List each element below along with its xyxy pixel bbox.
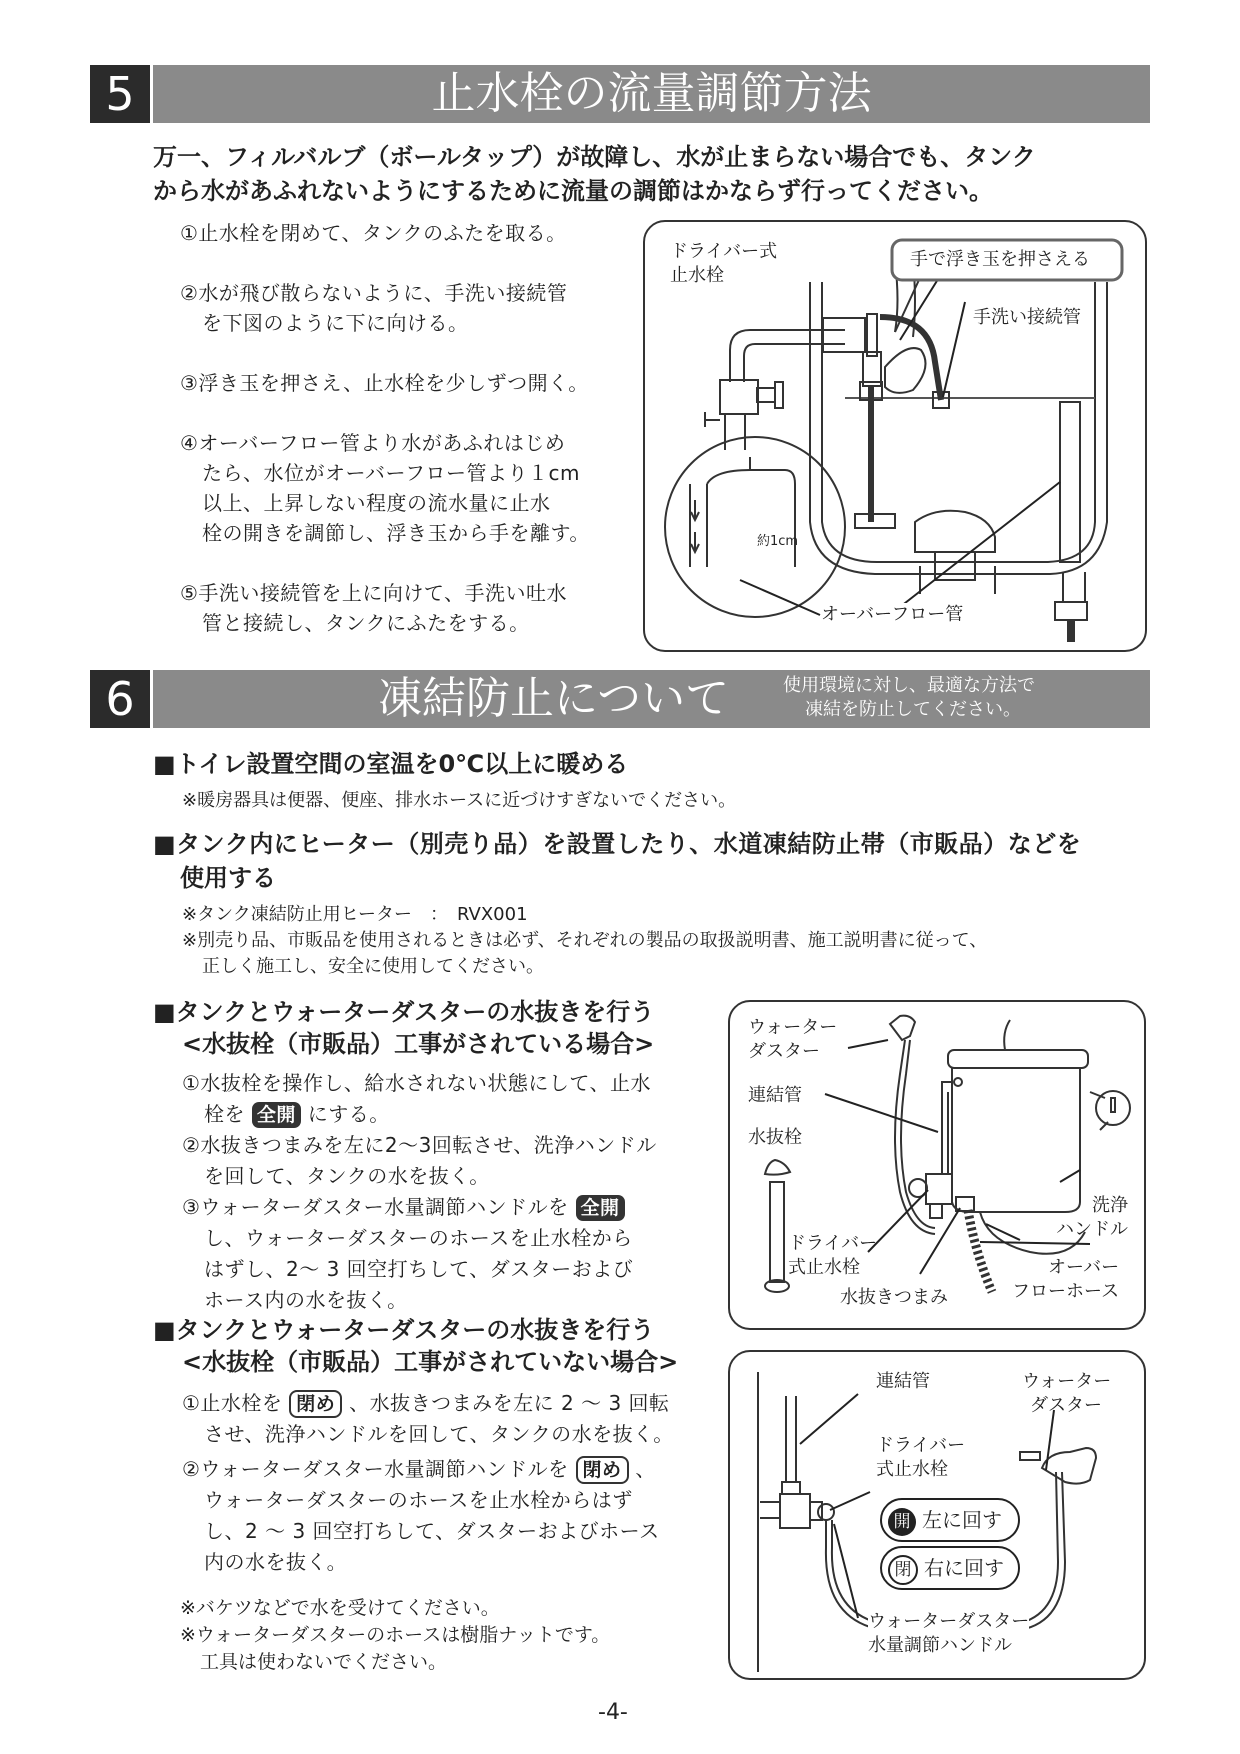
drain-b-line-4: ウォーターダスターのホースを止水栓からはず [204, 1488, 633, 1512]
note-end-2: ※ウォーターダスターのホースは樹脂ナットです。 [180, 1624, 611, 1646]
label-connecting-pipe-a: 連結管 [748, 1085, 802, 1106]
step-4-line-3: 以上、上昇しない程度の流水量に止水 [202, 491, 551, 515]
section-5-lead-line-1: 万一、フィルバルブ（ボールタップ）が故障し、水が止まらない場合でも、タンク [153, 143, 1036, 171]
drain-a-line-8: ホース内の水を抜く。 [204, 1288, 408, 1312]
drain-b-line-3 [182, 1454, 712, 1485]
section-6-bar [153, 670, 1150, 728]
drain-b-line-3-text-b: 、 [635, 1457, 656, 1481]
step-4-line-4: 栓の開きを調節し、浮き玉から手を離す。 [202, 521, 590, 545]
drain-b-line-1 [182, 1388, 712, 1419]
drain-a-line-2 [182, 1099, 712, 1130]
label-driver-valve-a-2: 式止水栓 [788, 1257, 860, 1278]
drain-a-line-6: し、ウォーターダスターのホースを止水栓から [204, 1226, 633, 1250]
step-4 [180, 428, 630, 548]
label-hand-pipe: 手洗い接続管 [973, 307, 1081, 328]
note-heater-1: ※タンク凍結防止用ヒーター ： RVX001 [182, 904, 528, 925]
step-4-line-1: ④オーバーフロー管より水があふれはじめ [180, 431, 566, 455]
drain-a-line-4: を回して、タンクの水を抜く。 [204, 1164, 490, 1188]
label-overflow-pipe: オーバーフロー管 [821, 604, 964, 625]
tank-figure-box [643, 220, 1147, 652]
note-end-3: 工具は使わないでください。 [200, 1651, 448, 1673]
open-disc-icon: 開 [888, 1508, 916, 1536]
close-right-pill [880, 1546, 1020, 1590]
label-connecting-pipe-b: 連結管 [876, 1371, 930, 1392]
label-driver-valve-1: ドライバー式 [670, 241, 778, 262]
heading-heater-1: ■タンク内にヒーター（別売り品）を設置したり、水道凍結防止帯（市販品）などを [153, 830, 1082, 858]
open-left-pill [880, 1498, 1020, 1542]
step-5-line-1: ⑤手洗い接続管を上に向けて、手洗い吐水 [180, 581, 568, 605]
label-driver-valve-b-1: ドライバー [876, 1435, 966, 1456]
step-2-line-1: ②水が飛び散らないように、手洗い接続管 [180, 281, 568, 305]
drain-a-line-5 [182, 1192, 712, 1223]
label-flush-handle-2: ハンドル [1056, 1219, 1128, 1240]
label-overflow-hose-2: フローホース [1012, 1281, 1120, 1302]
step-1-line-1: ①止水栓を閉めて、タンクのふたを取る。 [180, 221, 567, 245]
label-driver-valve-2: 止水栓 [670, 265, 724, 286]
badge-full-open: 全開 [252, 1102, 301, 1128]
drain-a-line-5-text: ③ウォーターダスター水量調節ハンドルを [182, 1195, 569, 1219]
label-overflow-hose-1: オーバー [1048, 1257, 1120, 1278]
badge-close-2: 閉め [576, 1456, 629, 1484]
step-5 [180, 578, 630, 638]
label-driver-valve-a-1: ドライバー [788, 1233, 878, 1254]
label-duster-a-2: ダスター [748, 1041, 820, 1062]
heading-drain-b-2: <水抜栓（市販品）工事がされていない場合> [182, 1348, 679, 1376]
section-5-number: 5 [90, 65, 150, 123]
note-room-temp: ※暖房器具は便器、便座、排水ホースに近づけすぎないでください。 [182, 790, 737, 811]
drain-a-figure-box [728, 1000, 1146, 1330]
drain-b-line-1-text: ①止水栓を [182, 1391, 283, 1415]
heading-drain-b-1: ■タンクとウォーターダスターの水抜きを行う [153, 1316, 655, 1344]
label-approx-1cm: 約1cm [757, 534, 799, 549]
label-duster-b-1: ウォーター [1022, 1371, 1112, 1392]
label-press-float: 手で浮き玉を押さえる [910, 249, 1090, 270]
step-5-line-2: 管と接続し、タンクにふたをする。 [202, 611, 530, 635]
badge-full-open-2: 全開 [576, 1195, 625, 1221]
heading-drain-a-2: <水抜栓（市販品）工事がされている場合> [182, 1030, 655, 1058]
label-drain-valve: 水抜栓 [748, 1127, 802, 1148]
section-5-lead-line-2: から水があふれないようにするために流量の調節はかならず行ってください。 [153, 177, 993, 205]
drain-b-line-2: させ、洗浄ハンドルを回して、タンクの水を抜く。 [204, 1422, 674, 1446]
page-number: -4- [598, 1700, 628, 1725]
section-6-title: 凍結防止について [378, 673, 730, 724]
step-2-line-2: を下図のように下に向ける。 [202, 311, 469, 335]
drain-a-line-2-text: 栓を [204, 1102, 245, 1126]
step-3 [180, 368, 630, 398]
step-2 [180, 278, 630, 338]
label-drain-knob: 水抜きつまみ [840, 1287, 948, 1308]
drain-b-line-3-text: ②ウォーターダスター水量調節ハンドルを [182, 1457, 569, 1481]
step-4-line-2: たら、水位がオーバーフロー管より１cm [202, 461, 580, 485]
label-flush-handle-1: 洗浄 [1092, 1195, 1128, 1216]
drain-b-line-6: 内の水を抜く。 [204, 1550, 348, 1574]
heading-room-temp: ■トイレ設置空間の室温を0℃以上に暖める [153, 750, 629, 778]
section-5-steps [180, 218, 630, 638]
drain-a-line-2-text-b: にする。 [307, 1102, 390, 1126]
close-disc-icon: 閉 [888, 1555, 918, 1585]
label-duster-b-2: ダスター [1030, 1395, 1102, 1416]
section-5-title: 止水栓の流量調節方法 [153, 65, 1150, 123]
drain-b-line-1-text-b: 、水抜きつまみを左に 2 ～ 3 回転 [349, 1391, 670, 1415]
heading-heater-2: 使用する [180, 864, 276, 892]
drain-b-line-5: し、2 ～ 3 回空打ちして、ダスターおよびホース [204, 1519, 660, 1543]
drain-a-line-1: ①水抜栓を操作し、給水されない状態にして、止水 [182, 1071, 652, 1095]
drain-a-line-7: はずし、2～ 3 回空打ちして、ダスターおよび [204, 1257, 634, 1281]
badge-close: 閉め [289, 1390, 342, 1418]
note-heater-3: 正しく施工し、安全に使用してください。 [202, 956, 544, 977]
heading-drain-a-1: ■タンクとウォーターダスターの水抜きを行う [153, 998, 655, 1026]
close-right-text: 右に回す [924, 1556, 1004, 1580]
step-3-line-1: ③浮き玉を押さえ、止水栓を少しずつ開く。 [180, 371, 589, 395]
label-duster-handle-2: 水量調節ハンドル [868, 1635, 1012, 1656]
drain-a-steps [182, 1068, 712, 1316]
note-heater-2: ※別売り品、市販品を使用されるときは必ず、それぞれの製品の取扱説明書、施工説明書に従って、 [182, 930, 988, 951]
drain-a-line-3: ②水抜きつまみを左に2～3回転させ、洗浄ハンドル [182, 1133, 657, 1157]
step-1 [180, 218, 630, 248]
section-6-side-note-1: 使用環境に対し、最適な方法で [783, 675, 1035, 696]
label-duster-a-1: ウォーター [748, 1017, 838, 1038]
note-end-1: ※バケツなどで水を受けてください。 [180, 1597, 500, 1619]
label-driver-valve-b-2: 式止水栓 [876, 1459, 948, 1480]
drain-b-figure-box [728, 1350, 1146, 1680]
drain-b-steps [182, 1388, 712, 1578]
label-duster-handle-1: ウォーターダスター [868, 1611, 1030, 1632]
section-6-side-note-2: 凍結を防止してください。 [805, 699, 1021, 720]
section-6-number: 6 [90, 670, 150, 728]
open-left-text: 左に回す [922, 1508, 1002, 1532]
